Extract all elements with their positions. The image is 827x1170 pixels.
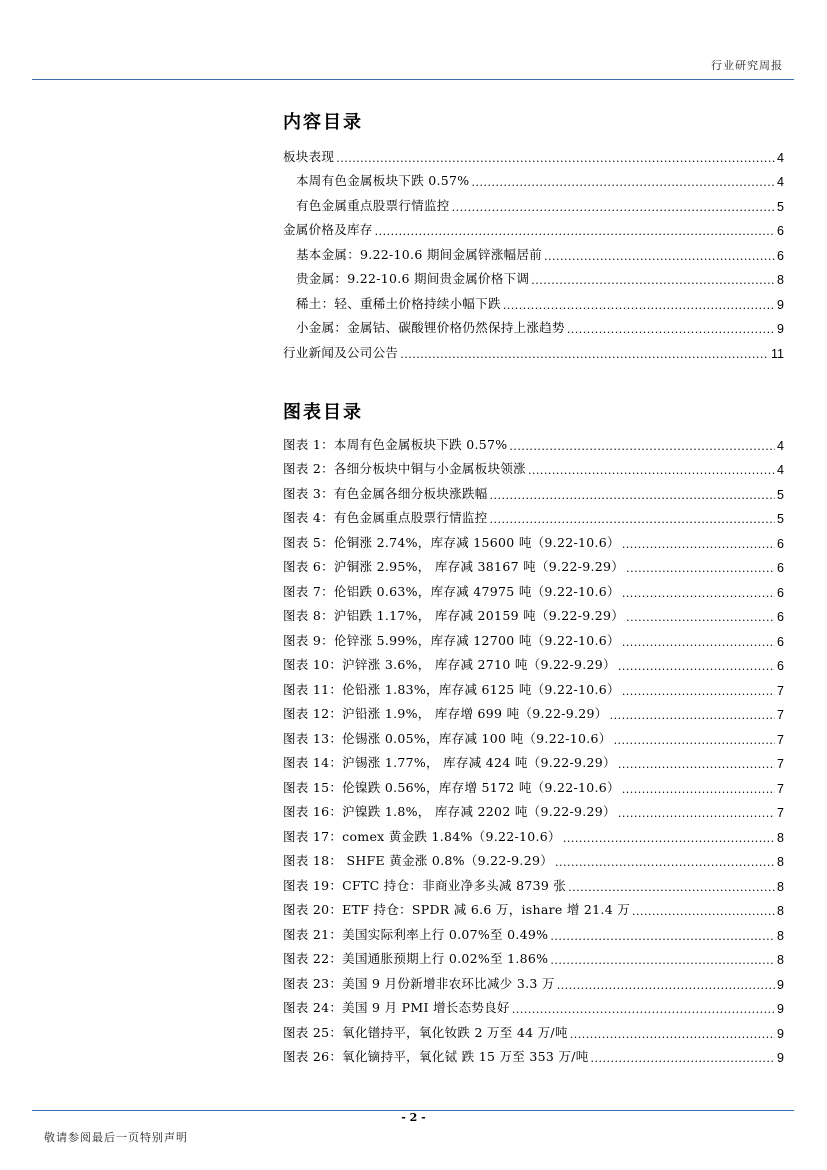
figures-title: 图表目录 bbox=[283, 402, 363, 423]
toc-entry-text: 贵金属：9.22-10.6 期间贵金属价格下调 bbox=[296, 271, 530, 286]
figure-entry[interactable] bbox=[283, 453, 784, 478]
figure-entry-text: 图表 13：伦锡涨 0.05%，库存减 100 吨（9.22-10.6） bbox=[283, 730, 612, 746]
figure-entry[interactable] bbox=[283, 673, 784, 698]
toc-entry-page-number: 4 bbox=[777, 150, 784, 165]
dot-leader bbox=[512, 1003, 775, 1016]
toc-entry[interactable] bbox=[283, 263, 784, 288]
figure-entry-text: 图表 21：美国实际利率上行 0.07%至 0.49% bbox=[283, 926, 549, 942]
figure-entry-page-number: 7 bbox=[777, 806, 784, 820]
dot-leader bbox=[622, 783, 775, 796]
figure-entry-text: 图表 20：ETF 持仓：SPDR 减 6.6 万，ishare 增 21.4 万 bbox=[283, 902, 631, 917]
figure-entry-text: 图表 17：comex 黄金跌 1.84%（9.22-10.6） bbox=[283, 828, 561, 844]
figure-entry-text: 图表 23：美国 9 月份新增非农环比减少 3.3 万 bbox=[283, 975, 555, 991]
dot-leader bbox=[622, 636, 775, 649]
toc-entry[interactable] bbox=[283, 140, 784, 165]
figure-entry-text: 图表 6：沪铜涨 2.95%， 库存减 38167 吨（9.22-9.29） bbox=[283, 559, 625, 574]
figure-entry[interactable] bbox=[283, 845, 784, 870]
figure-entry-page-number: 8 bbox=[777, 830, 784, 845]
toc-entry-text: 本周有色金属板块下跌 0.57% bbox=[296, 173, 470, 188]
toc-entry[interactable] bbox=[283, 238, 784, 263]
figure-entry-page-number: 7 bbox=[777, 683, 784, 698]
figure-entry-text: 图表 14：沪锡涨 1.77%， 库存减 424 吨（9.22-9.29） bbox=[283, 755, 616, 770]
toc-entry-page-number: 9 bbox=[777, 322, 784, 336]
figure-entry[interactable] bbox=[283, 1016, 784, 1041]
figure-entry-text: 图表 18： SHFE 黄金涨 0.8%（9.22-9.29） bbox=[283, 853, 554, 868]
figure-entry[interactable] bbox=[283, 477, 784, 502]
dot-leader bbox=[550, 954, 775, 967]
figure-entry-text: 图表 19：CFTC 持仓：非商业净多头减 8739 张 bbox=[283, 877, 567, 893]
figure-entry-page-number: 4 bbox=[777, 438, 784, 453]
toc-entry[interactable] bbox=[283, 214, 784, 239]
dot-leader bbox=[567, 323, 775, 336]
dot-leader bbox=[622, 685, 775, 698]
figure-entry[interactable] bbox=[283, 992, 784, 1017]
figure-entry-page-number: 5 bbox=[777, 512, 784, 526]
figure-entry-text: 图表 10：沪锌涨 3.6%， 库存减 2710 吨（9.22-9.29） bbox=[283, 657, 616, 672]
toc-entry-text: 稀土：轻、重稀土价格持续小幅下跌 bbox=[296, 295, 501, 311]
header-divider bbox=[32, 79, 794, 80]
dot-leader bbox=[375, 225, 775, 238]
figure-entry-page-number: 9 bbox=[777, 977, 784, 992]
toc-entry-text: 金属价格及库存 bbox=[283, 222, 373, 237]
dot-leader bbox=[614, 734, 775, 747]
toc-entry-text: 基本金属：9.22-10.6 期间金属锌涨幅居前 bbox=[296, 246, 543, 262]
figure-entry[interactable] bbox=[283, 747, 784, 772]
figure-entry-text: 图表 4：有色金属重点股票行情监控 bbox=[283, 510, 488, 525]
figure-entry-text: 图表 15：伦镍跌 0.56%，库存增 5172 吨（9.22-10.6） bbox=[283, 779, 620, 795]
dot-leader bbox=[503, 299, 775, 312]
dot-leader bbox=[568, 881, 775, 894]
dot-leader bbox=[610, 709, 775, 722]
dot-leader bbox=[570, 1028, 775, 1041]
figure-entry-page-number: 6 bbox=[777, 659, 784, 673]
dot-leader bbox=[563, 832, 775, 845]
figure-entry-page-number: 9 bbox=[777, 1051, 784, 1065]
figure-entry-text: 图表 8：沪铝跌 1.17%， 库存减 20159 吨（9.22-9.29） bbox=[283, 608, 625, 623]
dot-leader bbox=[557, 979, 775, 992]
figure-entry-text: 图表 24：美国 9 月 PMI 增长态势良好 bbox=[283, 1000, 510, 1015]
toc-entry-page-number: 5 bbox=[777, 199, 784, 214]
figure-entry[interactable] bbox=[283, 1041, 784, 1066]
figure-entry-text: 图表 25：氧化镨持平，氧化钕跌 2 万至 44 万/吨 bbox=[283, 1024, 568, 1040]
toc-entry-page-number: 8 bbox=[777, 273, 784, 287]
figure-entry-text: 图表 3：有色金属各细分板块涨跌幅 bbox=[283, 485, 488, 501]
toc-entry-text: 板块表现 bbox=[283, 148, 335, 164]
figure-entry[interactable] bbox=[283, 967, 784, 992]
dot-leader bbox=[544, 250, 775, 263]
figure-entry-page-number: 8 bbox=[777, 879, 784, 894]
figure-entry-text: 图表 26：氧化镝持平，氧化铽 跌 15 万至 353 万/吨 bbox=[283, 1049, 589, 1064]
figure-entry-page-number: 8 bbox=[777, 904, 784, 918]
dot-leader bbox=[509, 440, 775, 453]
figure-entry[interactable] bbox=[283, 502, 784, 527]
figure-entry-text: 图表 16：沪镍跌 1.8%， 库存减 2202 吨（9.22-9.29） bbox=[283, 804, 616, 819]
dot-leader bbox=[452, 201, 775, 214]
figure-entry-page-number: 9 bbox=[777, 1026, 784, 1041]
dot-leader bbox=[550, 930, 775, 943]
toc-entry-page-number: 11 bbox=[771, 346, 784, 361]
dot-leader bbox=[626, 611, 775, 624]
figure-entry[interactable] bbox=[283, 918, 784, 943]
dot-leader bbox=[622, 538, 775, 551]
figure-entry-page-number: 6 bbox=[777, 585, 784, 600]
figure-entry[interactable] bbox=[283, 624, 784, 649]
toc-title: 内容目录 bbox=[283, 112, 363, 133]
dot-leader bbox=[632, 905, 775, 918]
figure-entry-text: 图表 1：本周有色金属板块下跌 0.57% bbox=[283, 436, 508, 452]
figure-entry[interactable] bbox=[283, 869, 784, 894]
figure-entry[interactable] bbox=[283, 894, 784, 919]
figure-entry-page-number: 6 bbox=[777, 610, 784, 624]
dot-leader bbox=[618, 807, 775, 820]
figure-entry-page-number: 9 bbox=[777, 1002, 784, 1016]
toc-entry-text: 行业新闻及公司公告 bbox=[283, 344, 399, 360]
figure-entry[interactable] bbox=[283, 698, 784, 723]
dot-leader bbox=[400, 348, 769, 361]
dot-leader bbox=[626, 562, 775, 575]
toc-entry-text: 有色金属重点股票行情监控 bbox=[296, 197, 450, 213]
figure-entry-page-number: 8 bbox=[777, 855, 784, 869]
figure-entry-page-number: 7 bbox=[777, 732, 784, 747]
dot-leader bbox=[490, 489, 776, 502]
figure-entry[interactable] bbox=[283, 796, 784, 821]
figure-entry-page-number: 7 bbox=[777, 757, 784, 771]
toc-entry-page-number: 9 bbox=[777, 297, 784, 312]
dot-leader bbox=[528, 464, 775, 477]
dot-leader bbox=[555, 856, 775, 869]
figure-entry-text: 图表 7：伦铝跌 0.63%，库存减 47975 吨（9.22-10.6） bbox=[283, 583, 620, 599]
figure-entry-text: 图表 5：伦铜涨 2.74%，库存减 15600 吨（9.22-10.6） bbox=[283, 534, 620, 550]
figure-entry[interactable] bbox=[283, 722, 784, 747]
figure-entry-page-number: 7 bbox=[777, 708, 784, 722]
figure-entry-page-number: 5 bbox=[777, 487, 784, 502]
figure-entry-page-number: 8 bbox=[777, 928, 784, 943]
figure-entry-text: 图表 12：沪铅涨 1.9%， 库存增 699 吨（9.22-9.29） bbox=[283, 706, 608, 721]
dot-leader bbox=[471, 176, 775, 189]
figure-entry[interactable] bbox=[283, 771, 784, 796]
figure-entry[interactable] bbox=[283, 820, 784, 845]
figure-entry-text: 图表 11：伦铅涨 1.83%，库存减 6125 吨（9.22-10.6） bbox=[283, 681, 620, 697]
toc-entry[interactable] bbox=[283, 287, 784, 312]
figure-entry[interactable] bbox=[283, 526, 784, 551]
figure-entry-text: 图表 2：各细分板块中铜与小金属板块领涨 bbox=[283, 461, 526, 476]
toc-entry-text: 小金属：金属钴、碳酸锂价格仍然保持上涨趋势 bbox=[296, 320, 565, 335]
dot-leader bbox=[531, 274, 775, 287]
toc-entry[interactable] bbox=[283, 336, 784, 361]
footer-disclaimer: 敬请参阅最后一页特别声明 bbox=[44, 1131, 188, 1144]
figure-entry-page-number: 8 bbox=[777, 953, 784, 967]
figure-entry[interactable] bbox=[283, 575, 784, 600]
toc-entry[interactable] bbox=[283, 312, 784, 337]
toc-entry-page-number: 4 bbox=[777, 175, 784, 189]
page-number: - 2 - bbox=[401, 1111, 426, 1124]
dot-leader bbox=[618, 758, 775, 771]
dot-leader bbox=[336, 152, 775, 165]
figure-entry-text: 图表 22：美国通胀预期上行 0.02%至 1.86% bbox=[283, 951, 549, 966]
figure-entry-page-number: 6 bbox=[777, 561, 784, 575]
figure-entry[interactable] bbox=[283, 943, 784, 968]
report-type-label: 行业研究周报 bbox=[711, 59, 783, 72]
figure-entry-page-number: 6 bbox=[777, 536, 784, 551]
dot-leader bbox=[622, 587, 775, 600]
figure-entry[interactable] bbox=[283, 600, 784, 625]
figure-entry[interactable] bbox=[283, 649, 784, 674]
figure-entry-page-number: 4 bbox=[777, 463, 784, 477]
toc-list bbox=[283, 140, 784, 361]
figures-list bbox=[283, 428, 784, 1065]
figure-entry[interactable] bbox=[283, 551, 784, 576]
figure-entry[interactable] bbox=[283, 428, 784, 453]
figure-entry-page-number: 6 bbox=[777, 634, 784, 649]
figure-entry-page-number: 7 bbox=[777, 781, 784, 796]
toc-entry-page-number: 6 bbox=[777, 224, 784, 238]
dot-leader bbox=[618, 660, 775, 673]
toc-entry[interactable] bbox=[283, 189, 784, 214]
figure-entry-text: 图表 9：伦锌涨 5.99%，库存减 12700 吨（9.22-10.6） bbox=[283, 632, 620, 648]
toc-entry[interactable] bbox=[283, 165, 784, 190]
dot-leader bbox=[591, 1052, 776, 1065]
dot-leader bbox=[490, 513, 776, 526]
toc-entry-page-number: 6 bbox=[777, 248, 784, 263]
